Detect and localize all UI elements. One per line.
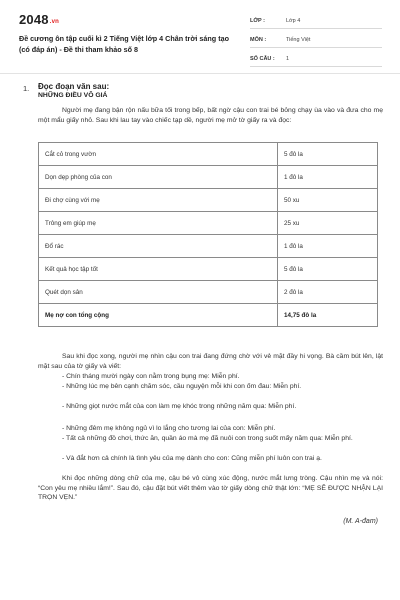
body-paragraph: Khi đọc những dòng chữ của mẹ, cậu bé vô cùng xúc động, nước mắt lưng tròng. Cậu nhìn mẹ và nói: “Con yêu mẹ nhiều lắm!”. Sau đó, cậu đặt bút viết thêm vào tờ giấy dòng chữ thật lớn: “MẸ SẼ ĐƯỢC NHẬN LẠI TRỌN VẸN.” (38, 475, 383, 501)
body-paragraph: - Những giọt nước mắt của con làm mẹ khóc trong những năm qua: Miễn phí. (62, 403, 297, 410)
meta-info (250, 14, 382, 71)
table-row (39, 189, 378, 212)
meta-value: 1 (286, 56, 290, 62)
table-cell-price: 1 đô la (278, 166, 378, 189)
table-cell-item: Quét dọn sân (39, 281, 278, 304)
table-cell-price: 50 xu (278, 189, 378, 212)
table-cell-item: Đi chợ cùng với mẹ (39, 189, 278, 212)
table-row (39, 281, 378, 304)
story-title: NHỮNG ĐIỀU VÔ GIÁ (38, 92, 108, 99)
table-cell-item: Dọn dẹp phòng của con (39, 166, 278, 189)
table-cell-item: Cắt cỏ trong vườn (39, 143, 278, 166)
table-cell-price: 5 đô la (278, 143, 378, 166)
table-cell-total-price: 14,75 đô la (278, 304, 378, 327)
table-cell-price: 25 xu (278, 212, 378, 235)
table-row (39, 166, 378, 189)
table-row (39, 258, 378, 281)
table-row (39, 143, 378, 166)
table-cell-item: Kết quả học tập tốt (39, 258, 278, 281)
logo-suffix: .vn (49, 19, 60, 25)
author: (M. A-đam) (343, 518, 378, 525)
table-cell-total-label: Mẹ nợ con tổng cộng (39, 304, 278, 327)
document-title: Đề cương ôn tập cuối kì 2 Tiếng Việt lớp 4 Chân trời sáng tạo (có đáp án) - Đề thi tham khảo số 8 (19, 34, 229, 54)
body-paragraph: - Những lúc mẹ bên cạnh chăm sóc, cầu nguyện mỗi khi con ốm đau: Miễn phí. (62, 383, 302, 390)
site-logo[interactable] (19, 12, 59, 27)
question-title: Đọc đoạn văn sau: (38, 82, 110, 91)
table-row (39, 212, 378, 235)
intro-paragraph: Người mẹ đang bận rộn nấu bữa tối trong bếp, bất ngờ cậu con trai bé bỏng chạy ùa vào và đưa cho mẹ một mẩu giấy nhỏ. Sau khi lau tay vào chiếc tạp dề, người mẹ mở tờ giấy ra và đọc: (38, 107, 383, 124)
body-paragraph: - Những đêm mẹ không ngủ vì lo lắng cho tương lai của con: Miễn phí. (62, 425, 276, 432)
table-row (39, 235, 378, 258)
table-cell-item: Trông em giúp mẹ (39, 212, 278, 235)
body-paragraph: Sau khi đọc xong, người mẹ nhìn cậu con trai đang đứng chờ với vẻ mặt đầy hi vọng. Bà cầm bút lên, lật mặt sau của tờ giấy và viết: (38, 353, 383, 370)
body-paragraph: - Tất cả những đồ chơi, thức ăn, quần áo mà mẹ đã nuôi con trong suốt mấy năm qua: Miễn phí. (62, 435, 353, 442)
body-paragraph: - Chín tháng mười ngày con nằm trong bụng mẹ: Miễn phí. (62, 373, 240, 380)
header-divider (0, 73, 400, 74)
logo-text: 2048 (19, 12, 49, 27)
meta-value: Lớp 4 (286, 18, 301, 24)
body-paragraph: - Và đắt hơn cả chính là tình yêu của mẹ dành cho con: Cũng miễn phí luôn con trai ạ. (62, 455, 322, 462)
meta-label: SỐ CÂU : (250, 56, 275, 62)
meta-row-class (250, 14, 382, 29)
meta-row-question-count (250, 52, 382, 67)
table-cell-item: Đổ rác (39, 235, 278, 258)
table-cell-price: 5 đô la (278, 258, 378, 281)
header (0, 0, 400, 66)
bill-table (38, 142, 378, 327)
table-cell-price: 2 đô la (278, 281, 378, 304)
meta-label: LỚP : (250, 18, 265, 24)
meta-label: MÔN : (250, 37, 267, 43)
meta-value: Tiếng Việt (286, 37, 311, 43)
table-cell-price: 1 đô la (278, 235, 378, 258)
table-row-total (39, 304, 378, 327)
question-number: 1. (23, 84, 30, 93)
meta-row-subject (250, 33, 382, 48)
